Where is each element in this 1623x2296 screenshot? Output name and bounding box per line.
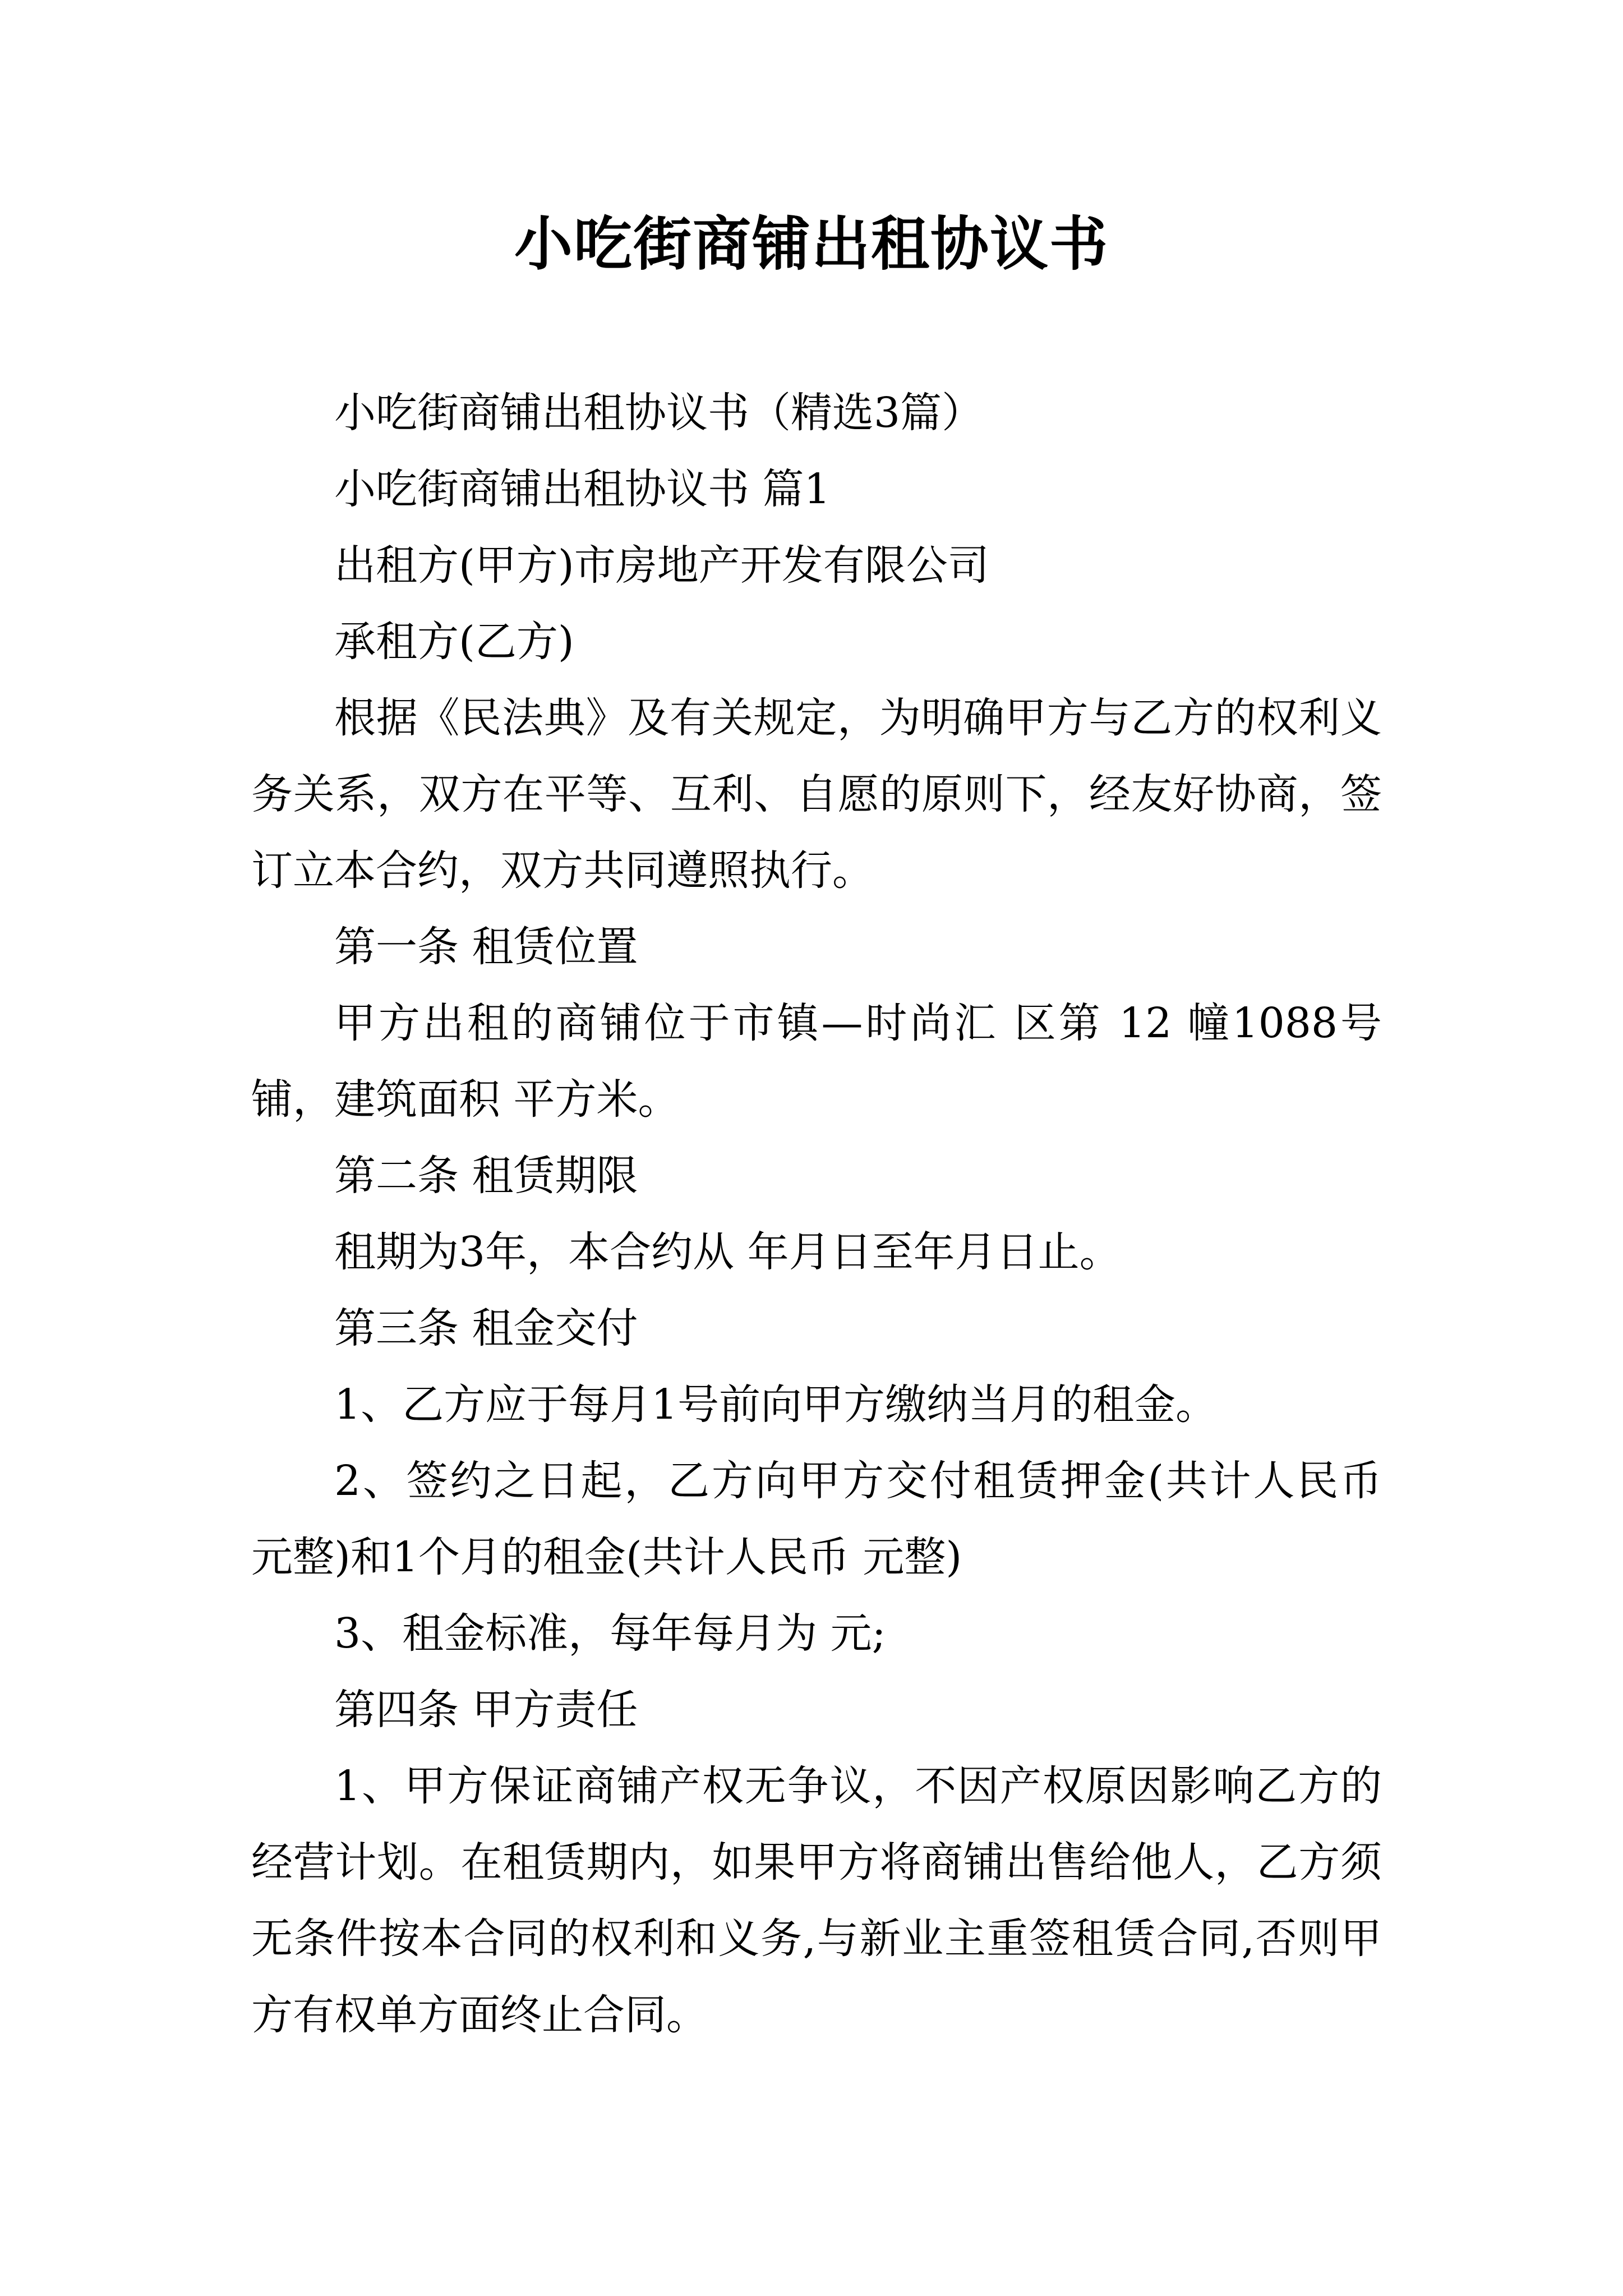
- paragraph-section-heading: 小吃街商铺出租协议书 篇1: [334, 465, 831, 513]
- article-3-item-2: 2、签约之日起，乙方向甲方交付租赁押金(共计人民币 元整)和1个月的租金(共计人民币 元整): [251, 1457, 1382, 1581]
- paragraph-lessor: 出租方(甲方)市房地产开发有限公司: [334, 541, 989, 590]
- article-1-body: 甲方出租的商铺位于市镇—时尚汇 区第 12 幢1088号铺，建筑面积 平方米。: [251, 999, 1382, 1124]
- document-title: 小吃街商铺出租协议书: [514, 209, 1109, 278]
- article-3-item-1: 1、乙方应于每月1号前向甲方缴纳当月的租金。: [334, 1381, 1218, 1429]
- document-body: [251, 375, 1382, 2053]
- article-3-item-3: 3、租金标准，每年每月为 元;: [334, 1609, 886, 1658]
- article-1-heading: 第一条 租赁位置: [334, 923, 638, 971]
- article-2-heading: 第二条 租赁期限: [334, 1152, 638, 1200]
- article-4-item-1: 1、甲方保证商铺产权无争议，不因产权原因影响乙方的经营计划。在租赁期内，如果甲方将商铺出售给他人，乙方须无条件按本合同的权利和义务,与新业主重签租赁合同,否则甲方有权单方面终止合同。: [251, 1762, 1382, 2039]
- paragraph-lessee: 承租方(乙方): [334, 618, 574, 666]
- article-3-heading: 第三条 租金交付: [334, 1304, 638, 1352]
- paragraph-subtitle: 小吃街商铺出租协议书（精选3篇）: [334, 389, 984, 437]
- paragraph-preamble: 根据《民法典》及有关规定，为明确甲方与乙方的权利义务关系，双方在平等、互利、自愿的原则下，经友好协商，签订立本合约，双方共同遵照执行。: [251, 694, 1382, 895]
- article-4-heading: 第四条 甲方责任: [334, 1686, 638, 1734]
- article-2-body: 租期为3年，本合约从 年月日至年月日止。: [334, 1228, 1121, 1276]
